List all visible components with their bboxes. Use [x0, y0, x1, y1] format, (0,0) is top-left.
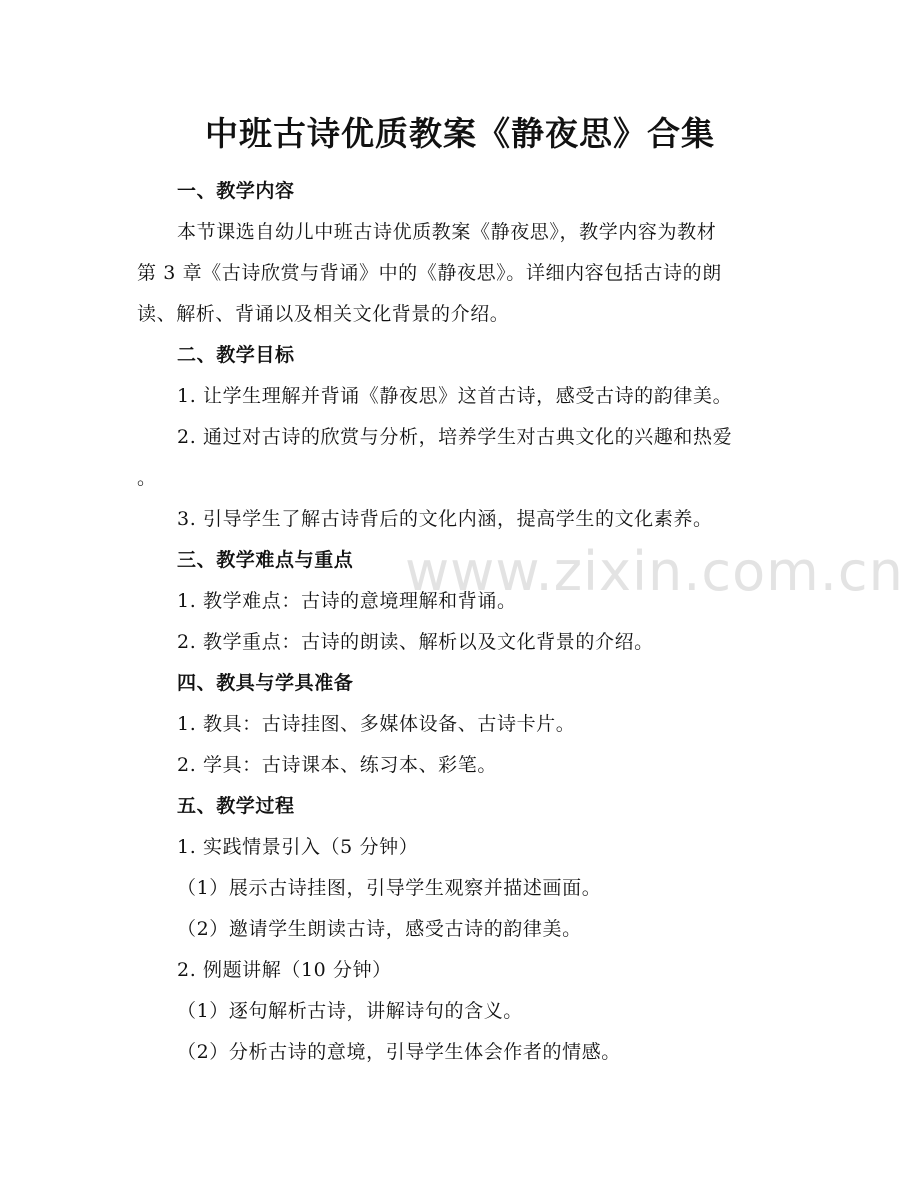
list-item: 3. 引导学生了解古诗背后的文化内涵，提高学生的文化素养。 — [177, 508, 713, 530]
sub-list-item: （1）展示古诗挂图，引导学生观察并描述画面。 — [177, 877, 602, 899]
list-item: 1. 教具：古诗挂图、多媒体设备、古诗卡片。 — [177, 713, 576, 735]
list-item-continuation: 。 — [137, 467, 157, 489]
section-heading: 五、教学过程 — [177, 795, 295, 817]
list-item: 1. 实践情景引入（5 分钟） — [177, 836, 419, 858]
sub-list-item: （1）逐句解析古诗，讲解诗句的含义。 — [177, 1000, 523, 1022]
section-heading: 三、教学难点与重点 — [177, 549, 354, 571]
watermark: www.zixin.com.cn — [405, 540, 904, 603]
list-item: 2. 学具：古诗课本、练习本、彩笔。 — [177, 754, 497, 776]
section-heading: 一、教学内容 — [177, 180, 295, 202]
section-heading: 四、教具与学具准备 — [177, 672, 354, 694]
paragraph-line: 读、解析、背诵以及相关文化背景的介绍。 — [137, 303, 510, 325]
section-heading: 二、教学目标 — [177, 344, 295, 366]
sub-list-item: （2）邀请学生朗读古诗，感受古诗的韵律美。 — [177, 918, 582, 940]
paragraph-line: 本节课选自幼儿中班古诗优质教案《静夜思》，教学内容为教材 — [177, 221, 717, 243]
list-item: 1. 教学难点：古诗的意境理解和背诵。 — [177, 590, 517, 612]
list-item: 2. 例题讲解（10 分钟） — [177, 959, 392, 981]
list-item: 2. 通过对古诗的欣赏与分析，培养学生对古典文化的兴趣和热爱 — [177, 426, 733, 448]
document-title: 中班古诗优质教案《静夜思》合集 — [205, 114, 715, 153]
paragraph-line: 第 3 章《古诗欣赏与背诵》中的《静夜思》。详细内容包括古诗的朗 — [137, 262, 722, 284]
list-item: 2. 教学重点：古诗的朗读、解析以及文化背景的介绍。 — [177, 631, 654, 653]
sub-list-item: （2）分析古诗的意境，引导学生体会作者的情感。 — [177, 1041, 621, 1063]
list-item: 1. 让学生理解并背诵《静夜思》这首古诗，感受古诗的韵律美。 — [177, 385, 733, 407]
